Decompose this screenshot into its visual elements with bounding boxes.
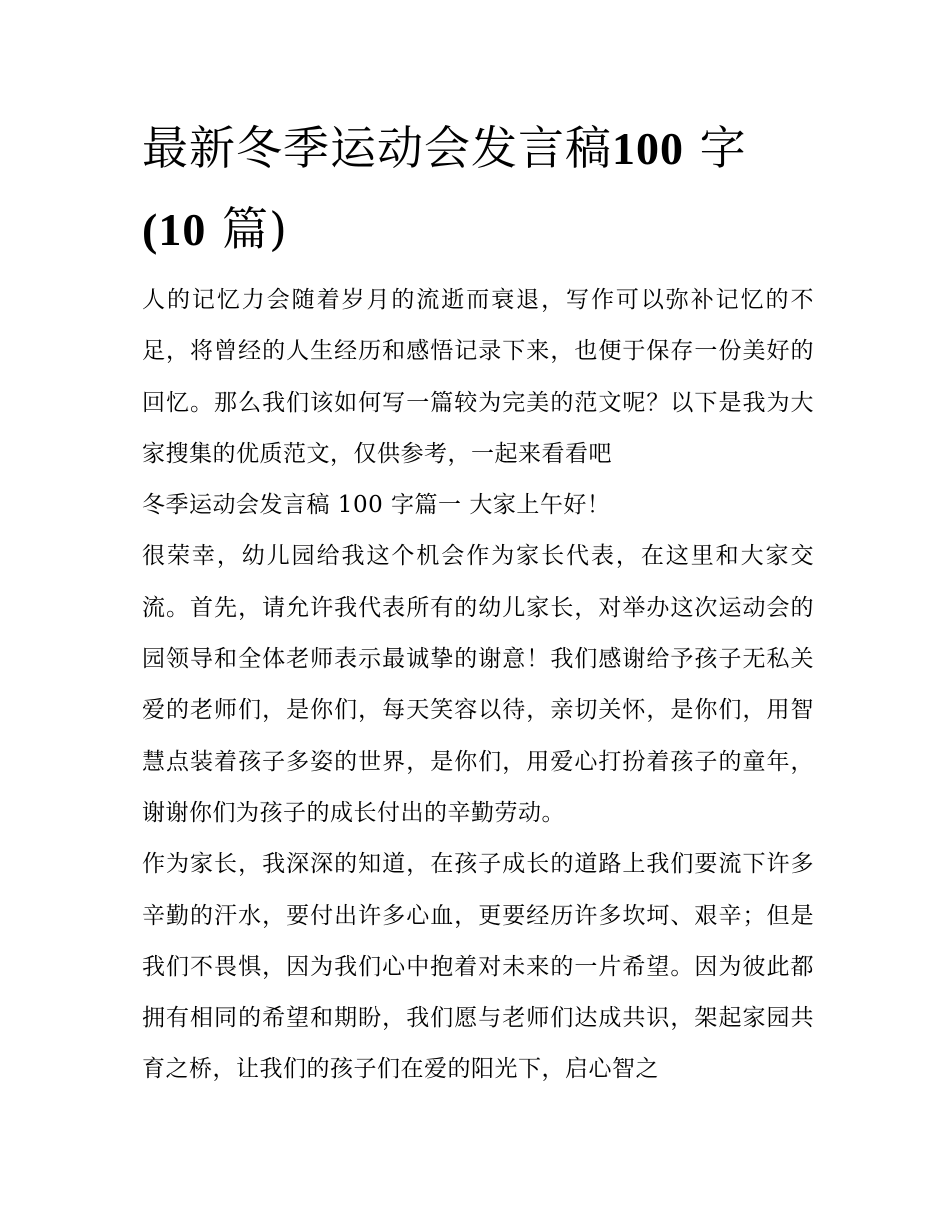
document-title — [142, 108, 822, 270]
section-heading-paragraph: 冬季运动会发言稿 100 字篇一 大家上午好！ — [142, 492, 611, 519]
title-suffix: 字 — [684, 121, 747, 175]
title-line2-number: (10 — [142, 204, 207, 255]
intro-paragraph: 人的记忆力会随着岁月的流逝而衰退，写作可以弥补记忆的不足，将曾经的人生经历和感悟记录下来，也便于保存一份美好的回忆。那么我们该如何写一篇较为完美的范文呢？以下是我为大家搜集的优质范文，仅供参考，一起来看看吧 — [142, 287, 814, 467]
title-text: 最新冬季运动会发言稿 — [142, 121, 612, 175]
title-line2-text: 篇) — [206, 202, 288, 256]
body-paragraph: 作为家长，我深深的知道，在孩子成长的道路上我们要流下许多辛勤的汗水，要付出许多心血，更要经历许多坎坷、艰辛；但是我们不畏惧，因为我们心中抱着对未来的一片希望。因为彼此都拥有相同的希望和期盼，我们愿与老师们达成共识，架起家园共育之桥，让我们的孩子们在爱的阳光下，启心智之 — [142, 851, 814, 1083]
document-body — [142, 275, 814, 1096]
body-paragraph: 很荣幸，幼儿园给我这个机会作为家长代表，在这里和大家交流。首先，请允许我代表所有的幼儿家长，对举办这次运动会的园领导和全体老师表示最诚挚的谢意！我们感谢给予孩子无私关爱的老师们，是你们，每天笑容以待，亲切关怀，是你们，用智慧点装着孩子多姿的世界，是你们，用爱心打扮着孩子的童年，谢谢你们为孩子的成长付出的辛勤劳动。 — [142, 543, 814, 826]
title-number: 100 — [612, 123, 684, 174]
